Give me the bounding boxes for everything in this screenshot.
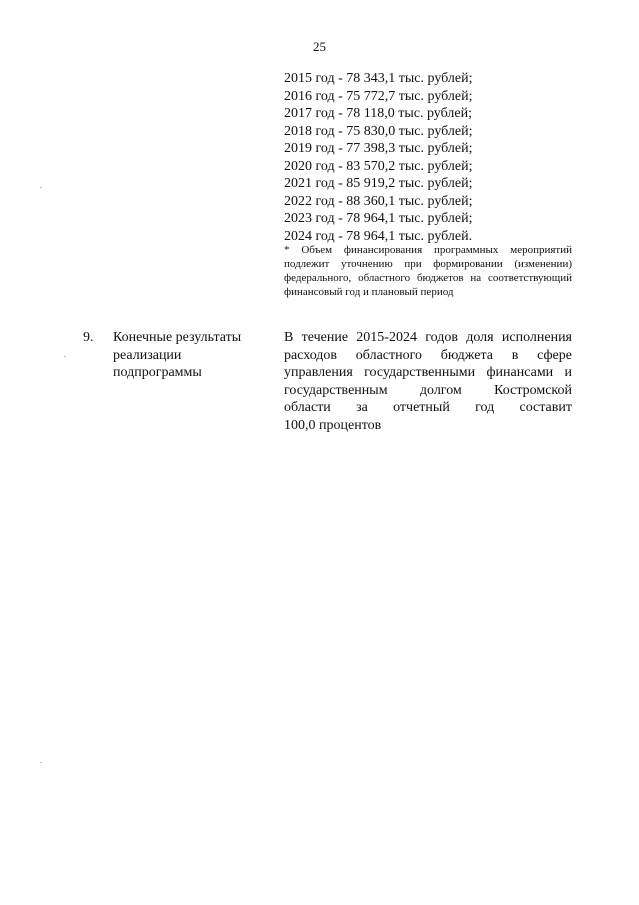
- funding-year-2021: 2021 год - 85 919,2 тыс. рублей;: [284, 176, 473, 191]
- funding-year-2018: 2018 год - 75 830,0 тыс. рублей;: [284, 123, 473, 139]
- funding-year-2023: 2023 год - 78 964,1 тыс. рублей;: [284, 211, 473, 226]
- row-value-line: В течение 2015-2024 годов доля исполнения: [284, 330, 572, 345]
- funding-year-2022: 2022 год - 88 360,1 тыс. рублей;: [284, 193, 473, 209]
- funding-by-year-list: [284, 70, 574, 245]
- scan-artifact: [40, 187, 42, 188]
- row-value-line: расходов областного бюджета в сфере: [284, 347, 572, 363]
- funding-footnote: * Объем финансирования программных мероприятий подлежит уточнению при формировании (изменении) федерального, областного бюджетов на соответствующий финансовый год и плановый период: [284, 244, 572, 298]
- row-label: [113, 329, 263, 382]
- scan-artifact: [40, 762, 42, 763]
- row-label-line: Конечные результаты: [113, 330, 242, 345]
- funding-year-2016: 2016 год - 75 772,7 тыс. рублей;: [284, 88, 473, 104]
- row-value-line: 100,0 процентов: [284, 417, 382, 433]
- row-value-final-results: [284, 329, 572, 434]
- row-number: 9.: [83, 330, 94, 345]
- scan-artifact: [64, 356, 66, 357]
- row-value-line: государственным долгом Костромской: [284, 382, 572, 398]
- funding-year-2024: 2024 год - 78 964,1 тыс. рублей.: [284, 228, 473, 244]
- page-number: 25: [313, 39, 326, 54]
- funding-year-2020: 2020 год - 83 570,2 тыс. рублей;: [284, 158, 473, 174]
- row-label-line: реализации: [113, 347, 182, 363]
- row-label-line: подпрограммы: [113, 365, 202, 380]
- funding-year-2017: 2017 год - 78 118,0 тыс. рублей;: [284, 106, 472, 121]
- funding-year-2019: 2019 год - 77 398,3 тыс. рублей;: [284, 141, 473, 156]
- row-value-line: управления государственными финансами и: [284, 365, 572, 380]
- funding-year-2015: 2015 год - 78 343,1 тыс. рублей;: [284, 71, 473, 86]
- row-value-line: области за отчетный год составит: [284, 400, 572, 415]
